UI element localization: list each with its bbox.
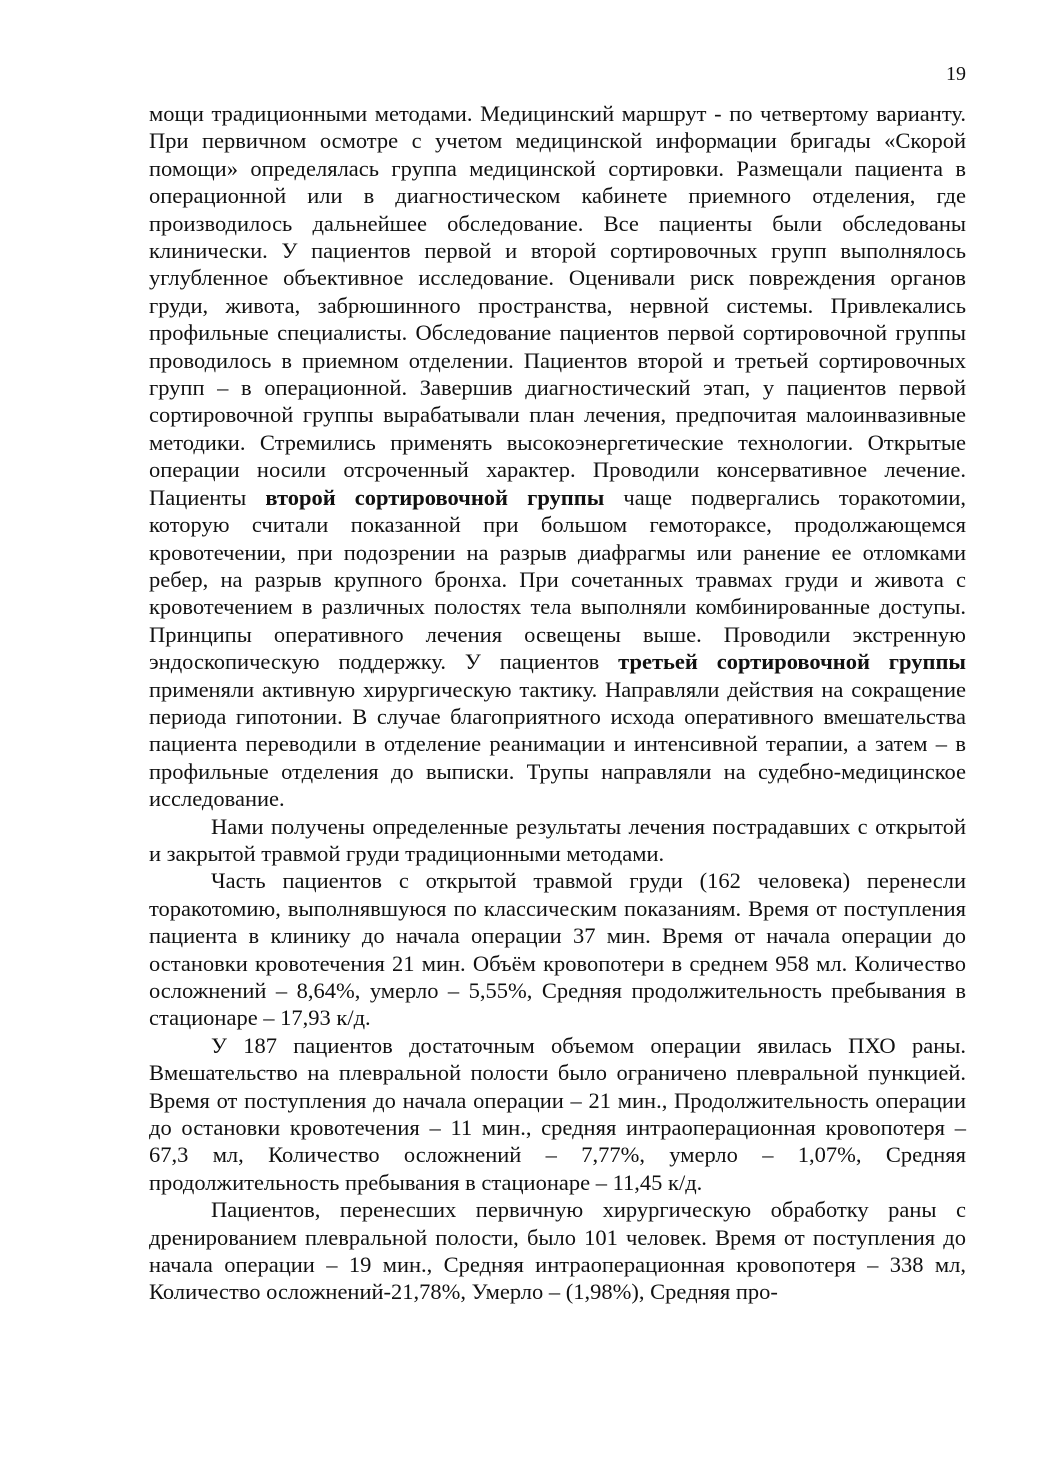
bold-text-run: третьей сортировочной группы <box>618 649 966 675</box>
paragraph-2 <box>149 813 966 868</box>
text-run: Часть пациентов с открытой травмой груди (162 человека) перенесли торакотомию, выполнявшуюся по классическим показаниям. Время от поступления пациента в клинику до начала операции 37 мин. Время от начала операции до остановки кровотечения 21 мин. Объём кровопотери в среднем 958 мл. Количество осложнений – 8,64%, умерло – 5,55%, Средняя продолжительность пребывания в стационаре – 17,93 к/д. <box>149 868 966 1031</box>
text-run: У 187 пациентов достаточным объемом операции явилась ПХО раны. Вмешательство на плевральной полости было ограничено плевральной пункцией. Время от поступления до начала операции – 21 мин., Продолжительность операции до остановки кровотечения – 11 мин., средняя интраоперационная кровопотеря – 67,3 мл, Количество осложнений – 7,77%, умерло – 1,07%, Средняя продолжительность пребывания в стационаре – 11,45 к/д. <box>149 1032 966 1195</box>
text-run: чаще подвергались торакотомии, которую считали показанной при большом гемотораксе, продолжающемся кровотечении, при подозрении на разрыв диафрагмы или ранение ее отломками ребер, на разрыв крупного бронха. При сочетанных травмах груди и живота с кровотечением в различных полостях тела выполняли комбинированные доступы. Принципы оперативного лечения освещены выше. Проводили экстренную эндоскопическую поддержку. У пациентов <box>149 484 966 675</box>
paragraph-1 <box>149 100 966 813</box>
paragraph-3 <box>149 867 966 1031</box>
body-text <box>149 100 966 1306</box>
text-run: применяли активную хирургическую тактику. Направляли действия на сокращение периода гипотонии. В случае благоприятного исхода оперативного вмешательства пациента переводили в отделение реанимации и интенсивной терапии, а затем – в профильные отделения до выписки. Трупы направляли на судебно-медицинское исследование. <box>149 676 966 812</box>
text-run: мощи традиционными методами. Медицинский маршрут - по четвертому варианту. При первичном осмотре с учетом медицинской информации бригады «Скорой помощи» определялась группа медицинской сортировки. Размещали пациента в операционной или в диагностическом кабинете приемного отделения, где производилось дальнейшее обследование. Все пациенты были обследованы клинически. У пациентов первой и второй сортировочных групп выполнялось углубленное объективное исследование. Оценивали риск повреждения органов груди, живота, забрюшинного пространства, нервной системы. Привлекались профильные специалисты. Обследование пациентов первой сортировочной группы проводилось в приемном отделении. Пациентов второй и третьей сортировочных групп – в операционной. Завершив диагностический этап, у пациентов первой сортировочной группы вырабатывали план лечения, предпочитая малоинвазивные методики. Стремились применять высокоэнергетические технологии. Открытые операции носили отсроченный характер. Проводили консервативное лечение. Пациенты <box>149 101 966 510</box>
bold-text-run: второй сортировочной группы <box>265 484 605 510</box>
paragraph-5 <box>149 1196 966 1306</box>
paragraph-4 <box>149 1032 966 1196</box>
text-run: Нами получены определенные результаты лечения пострадавших с открытой и закрытой травмой груди традиционными методами. <box>149 813 966 866</box>
page-number: 19 <box>946 63 966 85</box>
text-run: Пациентов, перенесших первичную хирургическую обработку раны с дренированием плевральной полости, было 101 человек. Время от поступления до начала операции – 19 мин., Средняя интраоперационная кровопотеря – 338 мл, Количество осложнений-21,78%, Умерло – (1,98%), Средняя про- <box>149 1197 966 1305</box>
